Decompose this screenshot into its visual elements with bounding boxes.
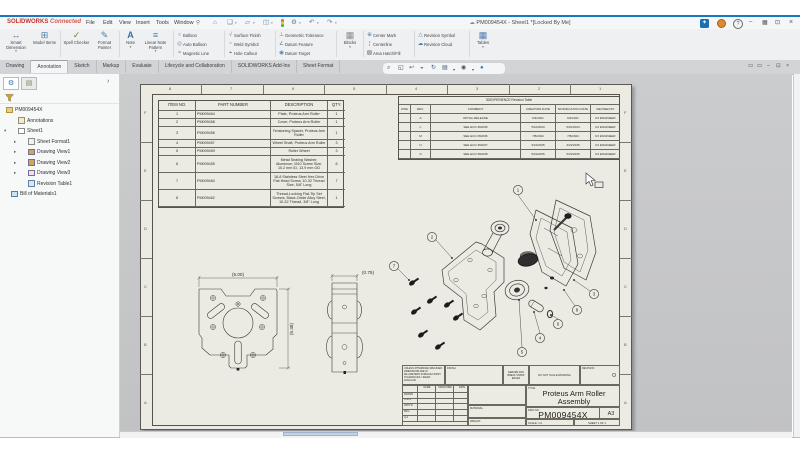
zone-label: D: [144, 226, 147, 231]
revision-header-row: ZONE REV. COMMENT CREATION DATE MODIFICATION DATE REVISED BY: [399, 105, 619, 114]
balloon-group: [176, 31, 222, 58]
magnetic-line-button[interactable]: ≈ $^{Magnetic Line}$: [177, 50, 210, 56]
menu-tools[interactable]: Tools: [156, 19, 169, 26]
panel-expand-chevron-icon[interactable]: ›: [107, 78, 110, 85]
tree-item-bill-of-materials1[interactable]: Bill of Materials1: [0, 189, 118, 200]
drawing-view-icon: [28, 170, 35, 177]
tree-item-drawing-view1[interactable]: ▸ Drawing View1: [0, 147, 118, 158]
dropdown-icon[interactable]: ▾: [453, 67, 456, 72]
close-window-icon[interactable]: ×: [789, 18, 794, 26]
revision-symbol-button[interactable]: △$^{Revision Symbol}$: [418, 32, 456, 38]
auto-balloon-icon: ◎: [177, 41, 182, 47]
tree-item-drawing-view2[interactable]: ▸ Drawing View2: [0, 158, 118, 169]
solidworks-logo: [7, 19, 81, 25]
note-icon: A: [127, 30, 134, 40]
balloon-4[interactable]: 4: [538, 335, 542, 341]
balloon-icon: ○: [177, 32, 182, 38]
surface-finish-icon: √: [228, 32, 233, 38]
help-icon[interactable]: ?: [733, 19, 743, 29]
weld-symbol-button[interactable]: ~ $^{Weld Symbol}$: [228, 41, 259, 47]
smart-dimension-button[interactable]: ↔ Smart Dimension ▾: [2, 30, 30, 59]
expanded-arrow-icon[interactable]: ▾: [4, 128, 7, 133]
dropdown-icon[interactable]: ▾: [129, 44, 132, 49]
geometric-tolerance-icon: ⊥: [279, 32, 284, 38]
magnetic-line-icon: ≈: [177, 50, 182, 56]
zoom-to-area-icon[interactable]: ◱: [398, 64, 404, 71]
title-box: TITLE: Proteus Arm Roller Assembly: [526, 385, 620, 407]
revision-row: L SEE ECO #62035 5/10/2023 5/10/2023 RJ ENGINEER: [399, 123, 619, 132]
dropdown-icon[interactable]: ▾: [472, 67, 475, 72]
revision-row: N SEE ECO #62037 3/21/2025 3/21/2025 RJ ENGINEER: [399, 141, 619, 150]
revision-value: O: [612, 373, 616, 379]
zone-tick: [140, 200, 152, 201]
render-tools-icon[interactable]: ●: [480, 64, 484, 71]
tab-sketch[interactable]: Sketch: [68, 60, 96, 73]
tree-item-sheet1[interactable]: ▾ Sheet1: [0, 126, 118, 137]
scale-box: SCALE: 1:2: [526, 419, 574, 426]
lifecycle-status-icon[interactable]: [281, 19, 284, 27]
revision-table[interactable]: [398, 96, 620, 160]
doc-restore-icon[interactable]: ⊡: [776, 62, 781, 69]
dimension-width[interactable]: (5.00): [231, 272, 245, 277]
bom-table-icon: [11, 191, 18, 198]
bom-row: 3 PM009456 Tensioning Spacer, Proteus Arm Roller 1: [159, 127, 343, 140]
tab-evaluate[interactable]: Evaluate: [126, 60, 158, 73]
ribbon-separator: [119, 31, 120, 57]
centerline-button[interactable]: ¦ $^{Centerline}$: [366, 40, 412, 49]
menu-view[interactable]: View: [119, 19, 131, 26]
bom-row: 7 PM009463 18-8 Stainless Steel Hex Drive Flat Head Screw, 10-32 Thread Size, 5/8" Long 7: [159, 173, 343, 190]
brand-name: SOLIDWORKS: [7, 19, 49, 25]
zone-tick: [201, 84, 202, 94]
zone-label: F: [624, 110, 627, 115]
balloon-button[interactable]: ○ $^{Balloon}$: [177, 32, 197, 38]
collapsed-arrow-icon[interactable]: ▸: [14, 170, 17, 175]
bom-row: 5 PM009459 Roller Wheel 3: [159, 148, 343, 156]
menu-file[interactable]: File: [86, 19, 95, 26]
menu-window[interactable]: Window: [174, 19, 194, 26]
ribbon-separator: [414, 31, 415, 57]
zone-label: 2: [538, 85, 541, 91]
dropdown-icon[interactable]: ▾: [15, 49, 17, 54]
dimension-height[interactable]: (5.38): [289, 322, 294, 336]
zone-label: D: [624, 226, 627, 231]
layout-window-icon[interactable]: ▦: [762, 19, 768, 26]
zoom-to-fit-icon[interactable]: ⌕: [387, 64, 391, 71]
zone-label: B: [144, 342, 147, 347]
zone-label: A: [624, 400, 627, 405]
dimension-width[interactable]: (0.75): [361, 270, 375, 275]
ribbon-separator: [275, 31, 276, 57]
bom-row: 1 PM009464 Plate, Proteus Arm Roller 1: [159, 111, 343, 119]
zone-tick: [324, 84, 325, 94]
feature-manager-tab[interactable]: ⚙: [3, 77, 19, 90]
zone-label: A: [144, 400, 147, 405]
tree-item-annotations[interactable]: Annotations: [0, 116, 118, 127]
drawing-title-line1: Proteus Arm Roller: [542, 389, 606, 398]
tables-button[interactable]: ▦ Tables ▾: [472, 30, 494, 59]
undo-icon[interactable]: ↶: [309, 18, 315, 26]
dropdown-icon[interactable]: ▾: [482, 44, 484, 49]
drawing-document-icon: [6, 107, 13, 114]
zone-tick: [509, 84, 510, 94]
zone-label: E: [144, 168, 147, 173]
zone-tick: [620, 142, 632, 143]
menu-insert[interactable]: Insert: [136, 19, 150, 26]
doc-window-icon[interactable]: ▭: [757, 62, 763, 69]
model-items-icon: ⊞: [40, 30, 49, 40]
drawing-view-icon: [28, 159, 35, 166]
revision-row: A INITIAL RELEASE 6/4/2021 6/4/2021 RJ ENGINEER: [399, 114, 619, 123]
restore-window-icon[interactable]: ⊡: [775, 19, 781, 26]
drawing-title-line2: Assembly: [557, 397, 591, 407]
balloon-callouts[interactable]: [389, 185, 598, 356]
zone-tick: [140, 258, 152, 259]
center-mark-button[interactable]: ⊕$^{Center Mark}$: [367, 32, 397, 38]
tab-markup[interactable]: Markup: [97, 60, 127, 73]
zone-label: 4: [415, 85, 418, 91]
dropdown-icon[interactable]: ▾: [154, 49, 157, 54]
symbol-group: [227, 31, 273, 58]
pin-menu-icon[interactable]: ⚲: [196, 19, 201, 26]
window-title: ☁ PM009454X - Sheet1 *[Locked By Me]: [469, 19, 571, 26]
balloon-6[interactable]: 6: [556, 321, 560, 327]
doc-window-icon[interactable]: ▭: [748, 62, 754, 69]
menu-edit[interactable]: Edit: [103, 19, 113, 26]
3dexperience-compass-icon[interactable]: ✦: [701, 19, 708, 26]
save-icon[interactable]: ◫: [263, 18, 270, 26]
zone-label: 8: [169, 85, 172, 91]
view-settings-icon[interactable]: ◉: [461, 64, 467, 71]
auto-balloon-button[interactable]: ◎$^{Auto Balloon}$: [177, 41, 207, 47]
revision-table-title: 3DEXPERIENCE Revision Table: [399, 97, 619, 105]
zone-tick: [447, 84, 448, 94]
user-avatar[interactable]: [717, 19, 726, 28]
bom-row: 8 PM009462 Thread-Locking Flat-Tip Set Screws, Black-Oxide Alloy Steel, 10-32 Thread, 3/8" Long 1: [159, 190, 343, 207]
zone-label: B: [624, 342, 627, 347]
spell-checker-button[interactable]: ✓ Spell Checker: [63, 30, 90, 45]
tab-annotation[interactable]: Annotation: [31, 60, 68, 73]
zone-tick: [140, 374, 152, 375]
datum-group: [278, 31, 334, 58]
balloon-3[interactable]: 3: [592, 291, 596, 297]
sheet-size: A3: [599, 408, 620, 419]
collapsed-arrow-icon[interactable]: ▸: [14, 149, 17, 154]
format-painter-button[interactable]: ✎ Format Painter: [91, 30, 118, 59]
minimize-window-icon[interactable]: –: [749, 18, 753, 25]
datum-feature-button[interactable]: ∠$^{Datum Feature}$: [279, 41, 313, 47]
bom-row: 6 PM009455 Metal Sealing Washer, Aluminum, M10 Screw Size, 10.2 mm ID, 13.9 mm OD 6: [159, 156, 343, 173]
deburr-box: DEBURR AND BREAK SHARP EDGES: [503, 365, 529, 385]
signature-grid: NAME SIGNATURE DATE DRAWN CHK'D APPV'D MFG Q.A: [402, 385, 468, 426]
spell-checker-icon: ✓: [72, 30, 81, 40]
tree-item-revision-table1[interactable]: Revision Table1: [0, 179, 118, 190]
balloon-5[interactable]: 5: [520, 349, 524, 355]
smart-dimension-icon: ↔: [11, 30, 21, 40]
ribbon-separator: [60, 31, 61, 57]
zone-tick: [140, 142, 152, 143]
tree-item-drawing-view3[interactable]: ▸ Drawing View3: [0, 168, 118, 179]
zone-label: 1: [599, 85, 602, 91]
tables-icon: ▦: [478, 30, 488, 40]
drawing-view-front[interactable]: [188, 263, 300, 381]
drawing-view-icon: [28, 149, 35, 156]
linear-note-pattern-icon: ≡: [152, 30, 159, 40]
settings-dropdown-icon[interactable]: ▾: [299, 21, 301, 25]
dwg-no-box: DWG NO. PM009454X A3: [526, 407, 620, 419]
zone-label: 6: [292, 85, 295, 91]
brand-suffix: Connected: [50, 19, 82, 25]
zone-tick: [140, 316, 152, 317]
datum-feature-icon: ∠: [279, 41, 284, 47]
vertical-scrollbar[interactable]: [793, 74, 800, 437]
tab-lifecycle-and-collaboration[interactable]: Lifecycle and Collaboration: [159, 60, 232, 73]
section-view-icon[interactable]: ◒: [420, 64, 424, 71]
bom-header-row: ITEM NO. PART NUMBER DESCRIPTION QTY.: [159, 101, 343, 111]
dropdown-icon[interactable]: ▾: [349, 44, 351, 49]
spare-box: [468, 385, 526, 405]
new-document-dropdown-icon[interactable]: ▾: [235, 21, 237, 25]
save-dropdown-icon[interactable]: ▾: [271, 21, 273, 25]
balloon-2[interactable]: 2: [430, 234, 434, 240]
sheet-icon: [18, 128, 25, 135]
zone-label: C: [624, 284, 627, 289]
open-icon[interactable]: ▱: [245, 18, 250, 26]
area-hatch-fill-button[interactable]: ▨$^{Area Hatch/Fill}$: [366, 50, 401, 56]
weld-symbol-icon: ~: [228, 41, 233, 47]
ribbon-separator: [173, 31, 174, 57]
zone-tick: [620, 374, 632, 375]
ribbon-separator: [224, 31, 225, 57]
balloon-7[interactable]: 7: [392, 263, 396, 269]
previous-view-icon[interactable]: ↩: [409, 64, 415, 71]
zone-label: F: [144, 110, 147, 115]
centerline-group: [366, 31, 412, 58]
revision-symbol-icon: △: [418, 32, 423, 38]
tab-sheet-format[interactable]: Sheet Format: [297, 60, 340, 73]
balloon-8[interactable]: 8: [575, 307, 579, 313]
fastener-screws: [408, 277, 464, 351]
tree-filter-row: [0, 92, 119, 104]
title-block[interactable]: [402, 365, 620, 426]
tolerance-note: UNLESS OTHERWISE SPECIFIED: DIMENSIONS ARE IN MILLIMETERS SURFACE FINISH: TOLERANCES: LINEAR: ANGULAR:: [402, 365, 445, 385]
zone-tick: [570, 84, 571, 94]
mouse-cursor-icon: [586, 173, 603, 188]
balloon-1[interactable]: 1: [516, 187, 520, 193]
zone-label: 5: [353, 85, 356, 91]
cloud-icon: ☁: [469, 19, 475, 26]
sheet-number-box: SHEET 1 OF 1: [574, 419, 620, 426]
revision-table-icon: [28, 180, 35, 187]
sheet-format-icon: [28, 138, 35, 145]
hole-callout-button[interactable]: ⌖ $^{Hole Callout}$: [228, 50, 257, 56]
revision-row: O SEE ECO #62038 5/21/2025 5/21/2025 RJ ENGINEER: [399, 150, 619, 159]
zone-tick: [386, 84, 387, 94]
centerline-icon: ¦: [368, 41, 371, 47]
datum-target-icon: ◉: [279, 50, 284, 56]
weight-box: WEIGHT:: [468, 418, 526, 426]
revision-cloud-icon: ☁: [417, 41, 424, 47]
drawing-view-exploded[interactable]: [378, 168, 630, 370]
sheet-properties-icon[interactable]: ▤: [442, 64, 448, 71]
redo-dropdown-icon[interactable]: ▾: [335, 21, 337, 25]
revision-group: [417, 31, 467, 49]
datum-target-button[interactable]: ◉$^{Datum Target}$: [279, 50, 311, 56]
tree-item-sheet-format1[interactable]: ▸ Sheet Format1: [0, 137, 118, 148]
linear-note-pattern-button[interactable]: ≡ Linear Note Pattern ▾: [140, 30, 171, 59]
bom-row: 4 PM009457 Wheel Shaft, Proteus Arm Roller 3: [159, 140, 343, 148]
annotations-folder-icon: [18, 117, 25, 124]
blocks-icon: ▦: [345, 30, 355, 40]
doc-close-icon[interactable]: ×: [786, 62, 790, 69]
finish-box: FINISH:: [445, 365, 503, 385]
do-not-scale-box: DO NOT SCALE DRAWING: [529, 365, 580, 385]
ribbon-separator: [363, 31, 364, 57]
redo-icon[interactable]: ↷: [327, 18, 333, 26]
tab-solidworks-add-ins[interactable]: SOLIDWORKS Add-Ins: [232, 60, 297, 73]
home-icon[interactable]: ⌂: [213, 18, 217, 26]
drawing-view-side[interactable]: [323, 263, 379, 381]
ribbon-separator: [469, 31, 470, 57]
collapsed-arrow-icon[interactable]: ▸: [14, 138, 17, 144]
revision-box: REVISION O: [580, 365, 620, 385]
hole-callout-icon: ⌖: [228, 50, 233, 56]
zone-label: 3: [476, 85, 479, 91]
center-mark-icon: ⊕: [367, 32, 372, 38]
revision-row: M SEE ECO #62036 7/8/2024 7/8/2024 RJ ENGINEER: [399, 132, 619, 141]
horizontal-scrollbar[interactable]: [120, 431, 792, 439]
ribbon-separator: [336, 31, 337, 57]
filter-funnel-icon[interactable]: [5, 94, 14, 102]
model-items-button[interactable]: ⊞ Model Items: [31, 30, 58, 59]
settings-icon[interactable]: ⚙: [291, 18, 297, 26]
undo-dropdown-icon[interactable]: ▾: [317, 21, 319, 25]
geometric-tolerance-button[interactable]: ⊥$^{Geometric Tolerance}$: [279, 32, 324, 38]
zone-tick: [263, 84, 264, 94]
horizontal-scrollbar-thumb[interactable]: [283, 432, 358, 436]
tab-drawing[interactable]: Drawing: [0, 60, 31, 73]
rotate-view-icon[interactable]: ↻: [431, 64, 437, 71]
area-hatch-fill-icon: ▨: [366, 50, 373, 56]
blocks-button[interactable]: ▦ Blocks ▾: [339, 30, 361, 59]
format-painter-icon: ✎: [100, 30, 109, 40]
new-document-icon[interactable]: ❏: [227, 18, 233, 26]
zone-label: C: [144, 284, 147, 289]
open-dropdown-icon[interactable]: ▾: [253, 21, 255, 25]
bom-row: 2 PM009458 Cover, Proteus Arm Roller 1: [159, 119, 343, 127]
drawing-number: PM009454X: [538, 410, 588, 419]
material-box: MATERIAL:: [468, 405, 526, 418]
tree-item-root[interactable]: PM009454X: [0, 105, 118, 116]
collapsed-arrow-icon[interactable]: ▸: [14, 159, 17, 165]
bom-table[interactable]: [158, 100, 344, 208]
revision-cloud-button[interactable]: ☁$^{Revision Cloud}$: [417, 41, 453, 47]
doc-minimize-icon[interactable]: –: [767, 62, 771, 69]
zone-label: 7: [230, 85, 233, 91]
surface-finish-button[interactable]: √ $^{Surface Finish}$: [228, 32, 261, 38]
zone-label: E: [624, 168, 627, 173]
property-manager-tab[interactable]: ▤: [21, 77, 37, 90]
note-button[interactable]: A Note ▾: [122, 30, 139, 59]
